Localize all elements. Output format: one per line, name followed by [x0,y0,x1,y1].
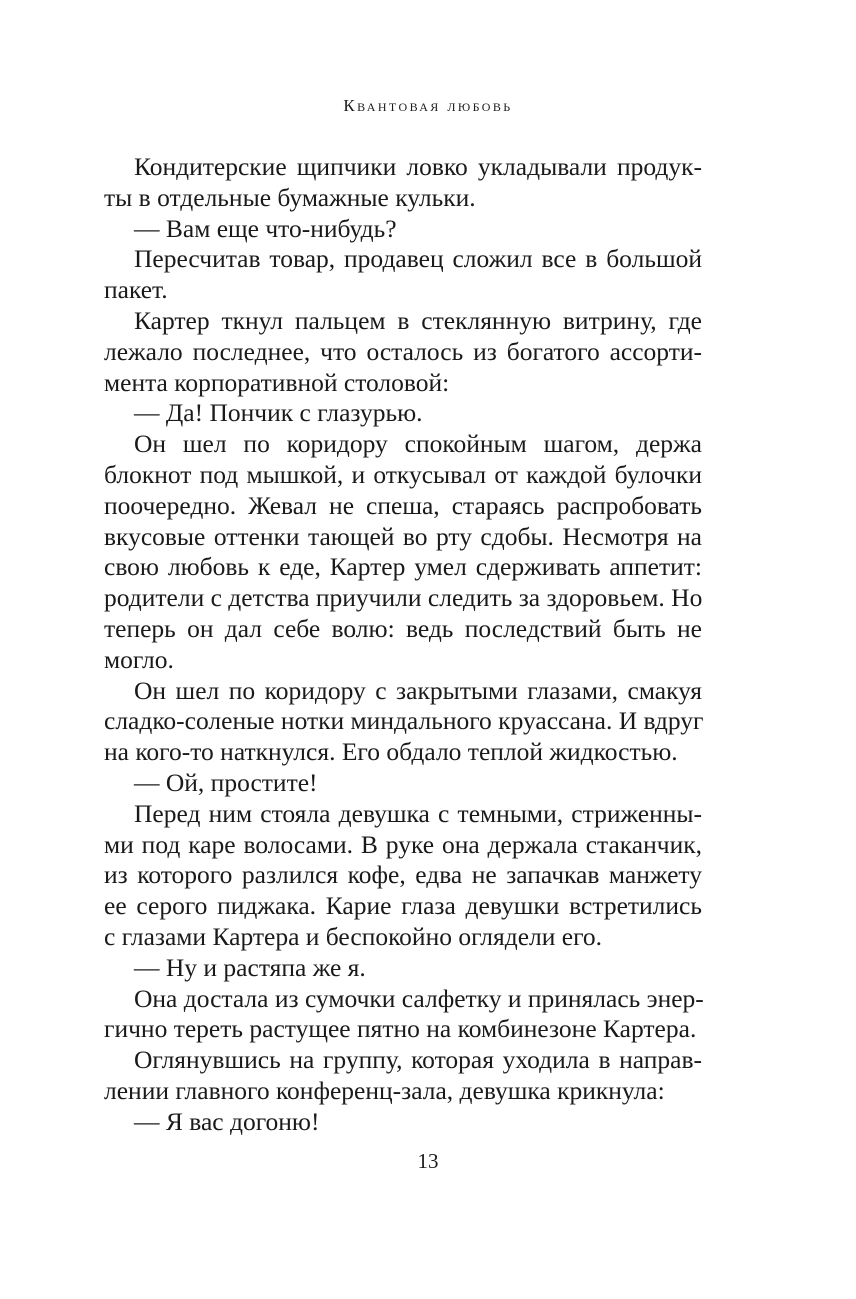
text-line: гично тереть растущее пятно на комбинезоне Картера. [104,1014,697,1044]
text-line: Он шел по коридору с закрытыми глазами, смакуя [134,675,702,705]
text-line: — Да! Пончик с глазурью. [134,398,423,428]
text-line: Пересчитав товар, продавец сложил все в большой [134,244,702,274]
text-line: ты в отдельные бумажные кульки. [104,182,476,212]
text-line: теперь он дал себе волю: ведь последствий быть не [104,613,702,643]
text-line: лении главного конференц-зала, девушка крикнула: [104,1075,665,1105]
text-line: вкусовые оттенки тающей во рту сдобы. Несмотря на [104,521,702,551]
text-line: ми под каре волосами. В руке она держала стаканчик, [104,829,702,859]
text-line: из которого разлился кофе, едва не запачкав манжету [104,860,702,890]
text-line: свою любовь к еде, Картер умел сдерживать аппетит: [104,552,702,582]
text-line: ее серого пиджака. Карие глаза девушки встретились [104,891,702,921]
text-line: родители с детства приучили следить за здоровьем. Но [104,583,703,613]
text-line: Он шел по коридору спокойным шагом, держа [134,429,702,459]
text-line: Картер ткнул пальцем в стеклянную витрину, где [134,305,702,335]
body-text [104,152,702,1138]
text-line: на кого-то наткнулся. Его обдало теплой жидкостью. [104,737,678,767]
text-line: Кондитерские щипчики ловко укладывали продук- [134,152,702,181]
text-line: блокнот под мышкой, и откусывал от каждой булочки [104,459,702,489]
text-line: лежало последнее, что осталось из богатого ассорти- [104,336,702,366]
text-line: могло. [104,644,174,674]
text-line: сладко-соленые нотки миндального круассана. И вдруг [104,706,704,736]
text-line: Оглянувшись на группу, которая уходила в направ- [134,1045,702,1075]
text-line: — Я вас догоню! [134,1106,320,1136]
text-line: — Ну и растяпа же я. [134,952,366,982]
text-line: — Вам еще что-нибудь? [134,213,397,243]
text-line: с глазами Картера и беспокойно оглядели его. [104,921,603,951]
running-head: Квантовая любовь [343,96,513,115]
text-line: пакет. [104,275,168,305]
text-line: поочередно. Жевал не спеша, стараясь распробовать [104,490,702,520]
text-line: Она достала из сумочки салфетку и принялась энер- [134,983,704,1013]
text-line: — Ой, простите! [134,767,318,797]
text-line: мента корпоративной столовой: [104,367,450,397]
text-line: Перед ним стояла девушка с темными, стриженны- [134,798,702,828]
page-number: 13 [417,1149,439,1173]
